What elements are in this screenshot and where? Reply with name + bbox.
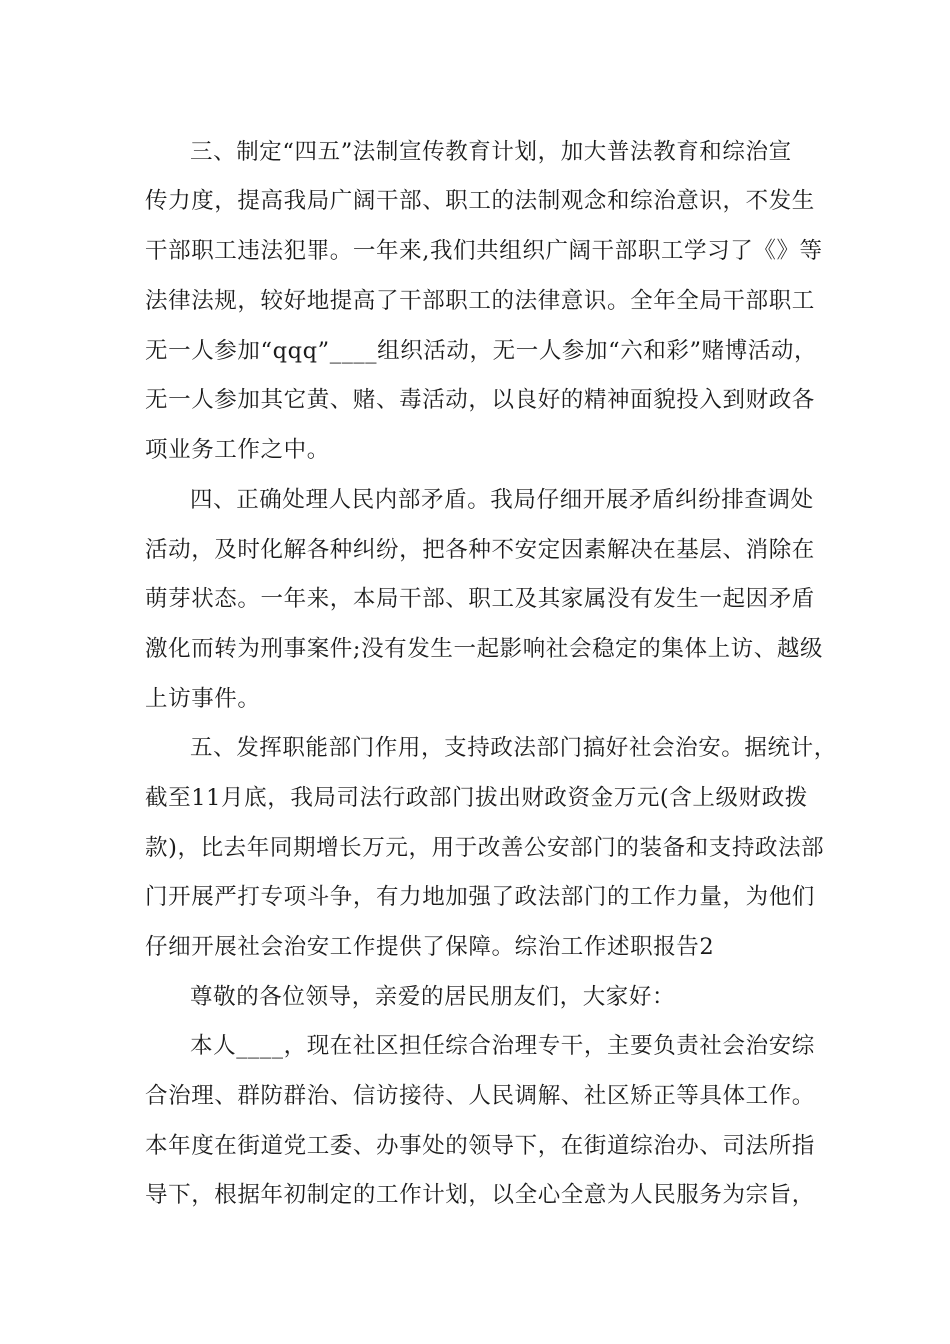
paragraph-line: 截至11月底，我局司法行政部门拔出财政资金万元(含上级财政拨 [145, 785, 808, 811]
paragraph-line: 款)，比去年同期增长万元，用于改善公安部门的装备和支持政法部 [145, 835, 825, 861]
paragraph-line: 活动，及时化解各种纠纷，把各种不安定因素解决在基层、消除在 [145, 537, 815, 563]
paragraph-line: 尊敬的各位领导，亲爱的居民朋友们，大家好： [190, 984, 676, 1010]
paragraph-line: 萌芽状态。一年来，本局干部、职工及其家属没有发生一起因矛盾 [145, 586, 815, 612]
paragraph-line: 无一人参加“qqq”____组织活动，无一人参加“六和彩”赌博活动， [145, 338, 818, 364]
paragraph-line: 门开展严打专项斗争，有力地加强了政法部门的工作力量，为他们 [145, 884, 815, 910]
paragraph-line: 项业务工作之中。 [145, 437, 330, 463]
paragraph-line: 仔细开展社会治安工作提供了保障。综治工作述职报告2 [145, 934, 715, 960]
paragraph-line: 合治理、群防群治、信访接待、人民调解、社区矫正等具体工作。 [145, 1083, 815, 1109]
paragraph-line: 四、正确处理人民内部矛盾。我局仔细开展矛盾纠纷排查调处 [190, 487, 814, 513]
paragraph-line: 传力度，提高我局广阔干部、职工的法制观念和综治意识，不发生 [145, 188, 815, 214]
paragraph-line: 三、制定“四五”法制宣传教育计划，加大普法教育和综治宣 [190, 139, 792, 165]
paragraph-line: 法律法规，较好地提高了干部职工的法律意识。全年全局干部职工 [145, 288, 815, 314]
paragraph-line: 上访事件。 [145, 686, 261, 712]
paragraph-line: 无一人参加其它黄、赌、毒活动，以良好的精神面貌投入到财政各 [145, 387, 815, 413]
paragraph-line: 本年度在街道党工委、办事处的领导下，在街道综治办、司法所指 [145, 1133, 815, 1159]
paragraph-line: 激化而转为刑事案件;没有发生一起影响社会稳定的集体上访、越级 [145, 636, 824, 662]
paragraph-line: 五、发挥职能部门作用，支持政法部门搞好社会治安。据统计， [190, 735, 837, 761]
paragraph-line: 干部职工违法犯罪。一年来,我们共组织广阔干部职工学习了《》等 [145, 238, 823, 264]
paragraph-line: 本人____，现在社区担任综合治理专干，主要负责社会治安综 [190, 1033, 815, 1059]
paragraph-line: 导下，根据年初制定的工作计划，以全心全意为人民服务为宗旨， [145, 1182, 815, 1208]
